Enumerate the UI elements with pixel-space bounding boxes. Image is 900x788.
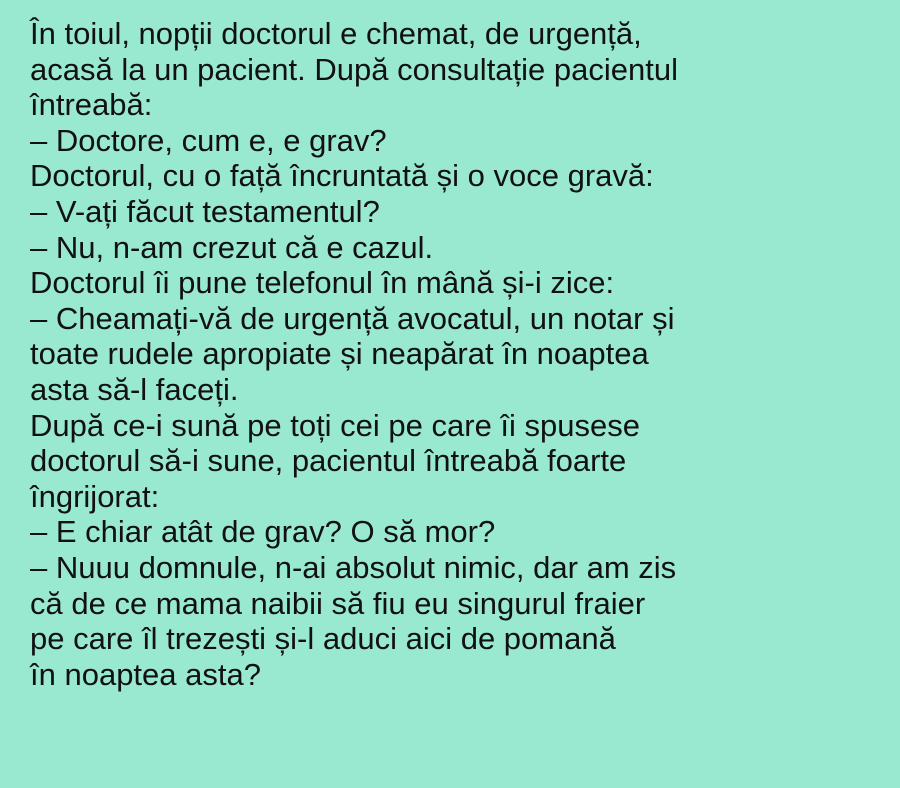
joke-line: în noaptea asta?: [30, 656, 261, 692]
joke-line: întreabă:: [30, 87, 153, 123]
joke-line: îngrijorat:: [30, 478, 160, 514]
joke-line: toate rudele apropiate și neapărat în noaptea: [30, 336, 649, 372]
joke-text: [30, 16, 870, 692]
joke-line: – V-ați făcut testamentul?: [30, 193, 380, 229]
joke-line: pe care îl trezești și-l aduci aici de pomană: [30, 621, 616, 657]
joke-line: Doctorul, cu o față încruntată și o voce gravă:: [30, 158, 654, 194]
joke-line: asta să-l faceți.: [30, 371, 239, 407]
joke-line: Doctorul îi pune telefonul în mână și-i zice:: [30, 265, 615, 301]
joke-line: doctorul să-i sune, pacientul întreabă foarte: [30, 443, 627, 479]
joke-line: – E chiar atât de grav? O să mor?: [30, 514, 496, 550]
joke-line: În toiul, nopții doctorul e chemat, de urgență,: [30, 16, 642, 51]
joke-line: După ce-i sună pe toți cei pe care îi spusese: [30, 407, 641, 443]
joke-line: – Doctore, cum e, e grav?: [30, 122, 387, 158]
joke-line: – Nu, n-am crezut că e cazul.: [30, 229, 434, 265]
joke-line: că de ce mama naibii să fiu eu singurul fraier: [30, 585, 646, 621]
joke-line: – Nuuu domnule, n-ai absolut nimic, dar am zis: [30, 549, 677, 585]
joke-line: – Cheamați-vă de urgență avocatul, un notar și: [30, 300, 675, 336]
joke-line: acasă la un pacient. După consultație pacientul: [30, 51, 678, 87]
